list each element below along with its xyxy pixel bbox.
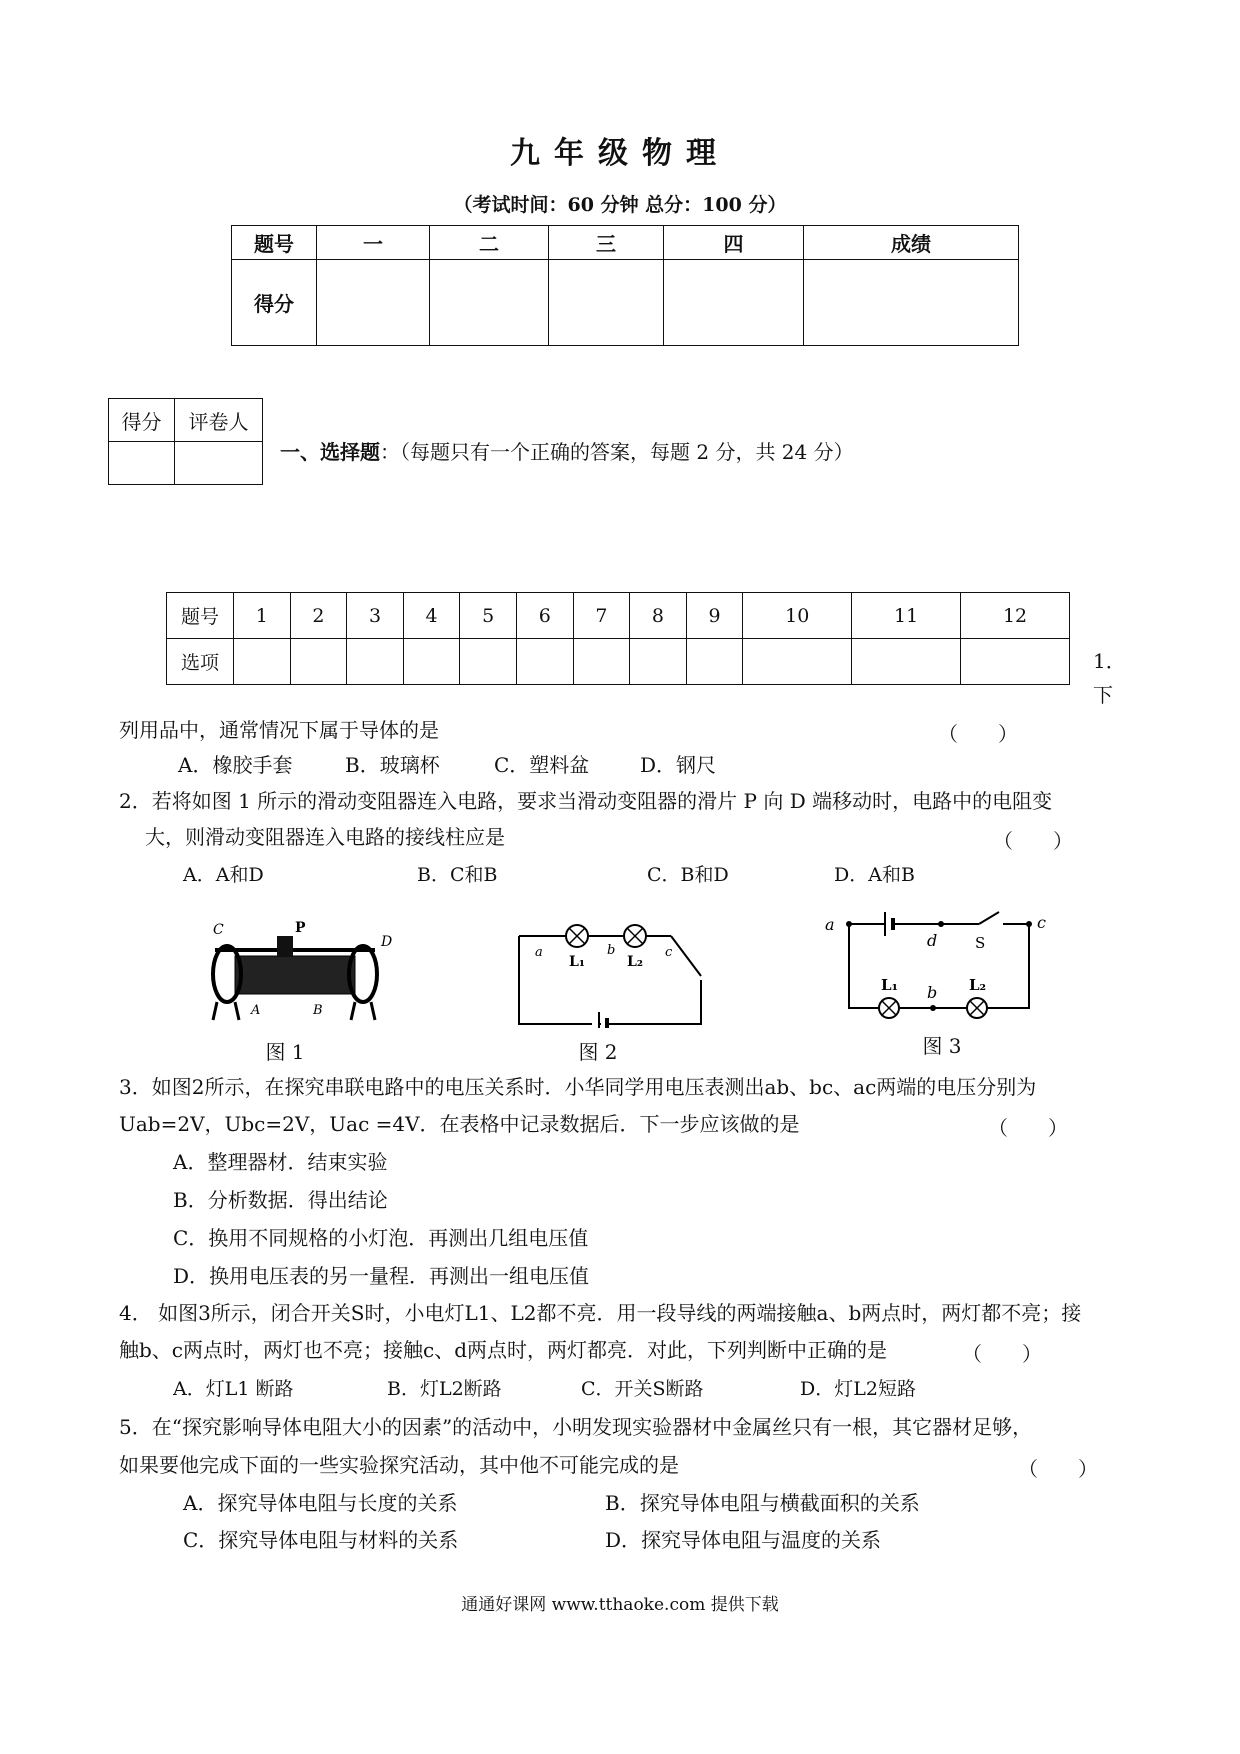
section-note: ：（每题只有一个正确的答案，每题 2 分，共 24 分）: [380, 440, 854, 464]
answer-cell: [852, 639, 961, 685]
svg-text:D: D: [381, 934, 393, 950]
q2-option-a: A．A和D: [183, 864, 264, 886]
score-cell: [430, 260, 549, 346]
answer-number: 11: [852, 593, 961, 639]
q5-answer-paren: （ ）: [1018, 1457, 1098, 1481]
svg-text:L₁: L₁: [569, 954, 585, 970]
answer-row-label: 题号: [167, 593, 234, 639]
score-header: 二: [430, 226, 549, 260]
answer-number: 12: [961, 593, 1070, 639]
figure-1-label: 图 1: [265, 1040, 305, 1064]
q3-option-c: C．换用不同规格的小灯泡．再测出几组电压值: [173, 1226, 589, 1250]
answer-number: 9: [686, 593, 743, 639]
q5-stem-line1: 5．在“探究影响导体电阻大小的因素”的活动中，小明发现实验器材中金属丝只有一根，其它器材足够，: [119, 1415, 1033, 1439]
answer-number: 8: [630, 593, 687, 639]
answer-number: 2: [290, 593, 347, 639]
q2-option-c: C．B和D: [647, 864, 729, 886]
svg-text:c: c: [1037, 913, 1046, 932]
q2-answer-paren: （ ）: [993, 829, 1073, 853]
answer-number: 4: [403, 593, 460, 639]
score-table: [231, 225, 1019, 346]
score-cell: [317, 260, 430, 346]
svg-text:P: P: [295, 920, 306, 936]
footer-credit: 通通好课网 www.tthaoke.com 提供下载: [461, 1595, 779, 1615]
svg-text:L₂: L₂: [969, 976, 987, 994]
q5-option-b: B．探究导体电阻与横截面积的关系: [605, 1491, 920, 1515]
q1-option-a: A．橡胶手套: [178, 753, 293, 777]
q2-stem-line2: 大，则滑动变阻器连入电路的接线柱应是: [145, 825, 505, 849]
q2-stem-line1: 2．若将如图 1 所示的滑动变阻器连入电路，要求当滑动变阻器的滑片 P 向 D 端移动时，电路中的电阻变: [119, 789, 1053, 813]
svg-text:C: C: [213, 922, 224, 938]
svg-text:a: a: [535, 945, 543, 960]
q5-option-d: D．探究导体电阻与温度的关系: [605, 1528, 882, 1552]
score-header: 一: [317, 226, 430, 260]
q4-stem-line2: 触b、c两点时，两灯也不亮；接触c、d两点时，两灯都亮．对此，下列判断中正确的是: [119, 1338, 888, 1362]
q1-stem: 列用品中，通常情况下属于导体的是: [119, 718, 439, 742]
page-title: 九年级物理: [510, 136, 730, 171]
q3-option-b: B．分析数据．得出结论: [173, 1188, 388, 1212]
q1-answer-paren: （ ）: [938, 722, 1018, 746]
score-cell: [804, 260, 1019, 346]
svg-text:a: a: [825, 915, 835, 934]
q3-stem-line1: 3．如图2所示，在探究串联电路中的电压关系时．小华同学用电压表测出ab、bc、ac两端的电压分别为: [119, 1075, 1037, 1099]
svg-text:b: b: [927, 983, 938, 1002]
q5-option-a: A．探究导体电阻与长度的关系: [183, 1491, 458, 1515]
answer-cell: [573, 639, 630, 685]
grader-table: [108, 398, 263, 485]
answer-number: 5: [460, 593, 517, 639]
q2-option-d: D．A和B: [834, 864, 915, 886]
q4-option-c: C．开关S断路: [581, 1378, 704, 1400]
answer-table: [166, 592, 1070, 685]
q4-option-d: D．灯L2短路: [800, 1378, 916, 1400]
score-cell: [549, 260, 664, 346]
figure-2-label: 图 2: [578, 1040, 618, 1064]
answer-cell: [516, 639, 573, 685]
grader-header: 得分: [109, 399, 175, 442]
score-header: 成绩: [804, 226, 1019, 260]
score-cell: [664, 260, 804, 346]
q1-option-b: B．玻璃杯: [345, 753, 440, 777]
svg-text:c: c: [665, 945, 673, 960]
q1-option-d: D．钢尺: [640, 753, 717, 777]
score-header: 题号: [232, 226, 317, 260]
figure-2-series-circuit: [515, 918, 705, 1028]
section-title: 一、选择题: [280, 440, 380, 464]
q4-option-b: B．灯L2断路: [387, 1378, 502, 1400]
answer-cell: [460, 639, 517, 685]
answer-number: 7: [573, 593, 630, 639]
answer-cell: [630, 639, 687, 685]
answer-number: 6: [516, 593, 573, 639]
q1-first-char: 下: [1093, 683, 1113, 707]
answer-cell: [743, 639, 852, 685]
q3-option-a: A．整理器材．结束实验: [173, 1150, 388, 1174]
svg-text:L₁: L₁: [881, 976, 899, 994]
answer-number: 3: [347, 593, 404, 639]
svg-text:d: d: [927, 931, 938, 950]
answer-number: 1: [234, 593, 291, 639]
answer-number: 10: [743, 593, 852, 639]
section-heading: [280, 436, 854, 465]
answer-cell: [347, 639, 404, 685]
svg-text:b: b: [607, 943, 616, 958]
score-row-label: 得分: [232, 260, 317, 346]
q4-answer-paren: （ ）: [962, 1342, 1042, 1366]
exam-info: （考试时间：60 分钟 总分：100 分）: [453, 194, 787, 216]
answer-cell: [290, 639, 347, 685]
q3-option-d: D．换用电压表的另一量程．再测出一组电压值: [173, 1264, 590, 1288]
score-header: 四: [664, 226, 804, 260]
q5-stem-line2: 如果要他完成下面的一些实验探究活动，其中他不可能完成的是: [119, 1453, 679, 1477]
figure-3-label: 图 3: [922, 1034, 962, 1058]
q4-stem-line1: 4． 如图3所示，闭合开关S时，小电灯L1、L2都不亮．用一段导线的两端接触a、b两点时，两灯都不亮；接: [119, 1301, 1082, 1325]
score-header: 三: [549, 226, 664, 260]
figure-1-rheostat: [205, 918, 395, 1028]
svg-text:B: B: [313, 1003, 323, 1018]
figure-3-circuit-with-switch: [823, 908, 1063, 1026]
q3-stem-line2: Uab=2V，Ubc=2V，Uac =4V．在表格中记录数据后．下一步应该做的是: [119, 1112, 800, 1136]
answer-cell: [234, 639, 291, 685]
answer-cell: [686, 639, 743, 685]
q1-number: 1．: [1093, 649, 1126, 673]
svg-text:L₂: L₂: [627, 954, 643, 970]
svg-text:S: S: [975, 934, 986, 952]
grader-cell: [175, 442, 263, 485]
answer-cell: [403, 639, 460, 685]
q4-option-a: A．灯L1 断路: [173, 1378, 294, 1400]
q5-option-c: C．探究导体电阻与材料的关系: [183, 1528, 459, 1552]
q2-option-b: B．C和B: [417, 864, 498, 886]
q1-option-c: C．塑料盆: [494, 753, 590, 777]
q3-answer-paren: （ ）: [988, 1116, 1068, 1140]
grader-header: 评卷人: [175, 399, 263, 442]
answer-row-label: 选项: [167, 639, 234, 685]
grader-cell: [109, 442, 175, 485]
svg-text:A: A: [251, 1003, 261, 1018]
answer-cell: [961, 639, 1070, 685]
